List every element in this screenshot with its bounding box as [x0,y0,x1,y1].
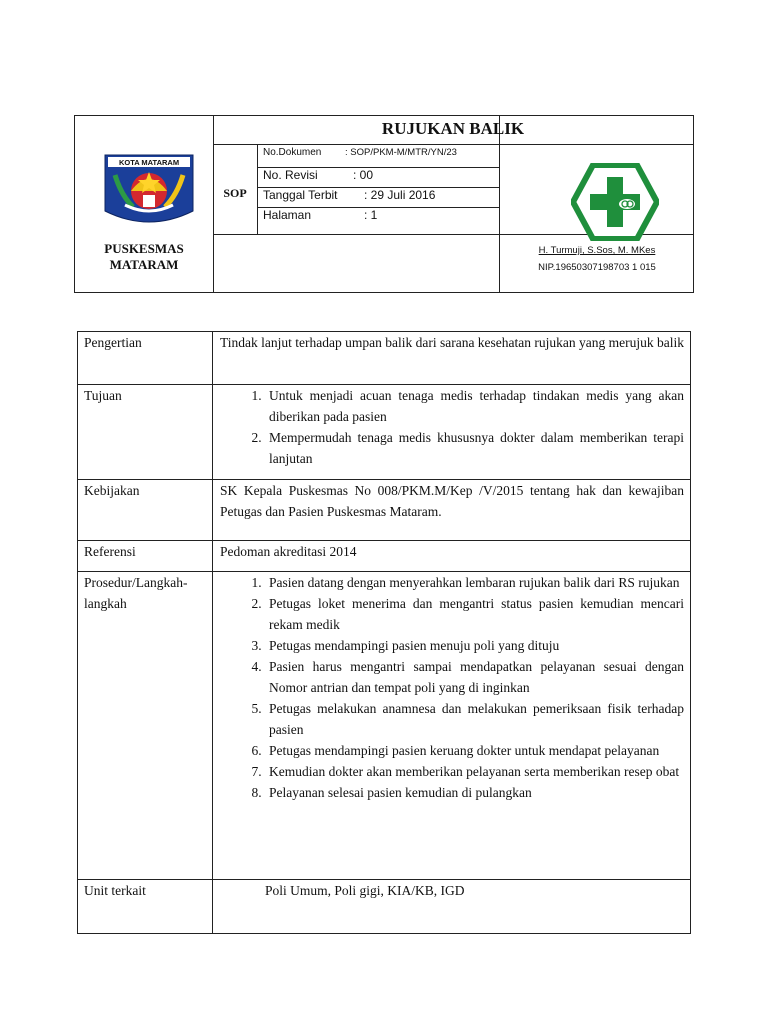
sop-label: SOP [223,186,247,200]
document-title: RUJUKAN BALIK [381,119,525,138]
field-label: Tanggal Terbit [263,188,338,202]
row-label: Kebijakan [78,480,213,541]
list-item: 7. Kemudian dokter akan memberikan pelayanan serta memberikan resep obat [265,761,684,782]
tujuan-cell [213,385,691,480]
org-name-line: PUSKESMAS [104,241,184,256]
signatory-name: H. Turmuji, S.Sos, M. MKes [538,245,656,256]
list-item: 5. Petugas melakukan anamnesa dan melakukan pemeriksaan fisik terhadap pasien [265,698,684,740]
kebijakan-text: SK Kepala Puskesmas No 008/PKM.M/Kep /V/2015 tentang hak dan kewajiban Petugas dan Pasien Puskesmas Mataram. [213,480,691,541]
row-label: Tujuan [78,385,213,480]
prosedur-cell [213,572,691,880]
field-value: : 29 Juli 2016 [364,188,436,202]
list-item: 4. Pasien harus mengantri sampai mendapatkan pelayanan sesuai dengan Nomor antrian dan tempat poli yang di inginkan [265,656,684,698]
doc-field-revision [263,168,374,182]
divider [213,116,214,292]
field-value: : 1 [364,208,378,222]
row-label: Unit terkait [78,880,213,934]
table-row-tujuan [78,385,691,480]
doc-field-page [263,208,378,222]
table-row-kebijakan [78,480,691,541]
doc-field-number [263,147,457,158]
field-value: : 00 [353,168,374,182]
logo-city-text: KOTA MATARAM [118,158,180,167]
kota-mataram-logo [103,153,195,229]
unit-terkait-text: Poli Umum, Poli gigi, KIA/KB, IGD [213,880,691,934]
list-item: 2. Mempermudah tenaga medis khususnya dokter dalam memberikan terapi lanjutan [265,427,684,469]
divider [213,144,693,145]
list-item: 6. Petugas mendampingi pasien keruang dokter untuk mendapat pelayanan [265,740,684,761]
divider [257,144,258,234]
table-row-referensi [78,541,691,572]
doc-field-date [263,188,436,202]
row-label: Pengertian [78,332,213,385]
tujuan-list [220,385,684,469]
list-item: 3. Petugas mendampingi pasien menuju poli yang dituju [265,635,684,656]
org-name [75,241,213,273]
field-label: No. Revisi [263,168,318,182]
table-row-prosedur [78,572,691,880]
sop-header [74,115,694,293]
row-label: Referensi [78,541,213,572]
prosedur-list [220,572,684,803]
list-item: 1. Pasien datang dengan menyerahkan lembaran rujukan balik dari RS rujukan [265,572,684,593]
referensi-text: Pedoman akreditasi 2014 [213,541,691,572]
puskesmas-logo [571,163,659,241]
list-item: 2. Petugas loket menerima dan mengantri status pasien kemudian mencari rekam medik [265,593,684,635]
org-name-line: MATARAM [109,257,179,272]
field-value: : SOP/PKM-M/MTR/YN/23 [345,147,457,158]
field-label: No.Dokumen [263,147,322,158]
table-row-unit-terkait [78,880,691,934]
list-item: 8. Pelayanan selesai pasien kemudian di pulangkan [265,782,684,803]
list-item: 1. Untuk menjadi acuan tenaga medis terhadap tindakan medis yang akan diberikan pada pasien [265,385,684,427]
signatory-nip: NIP.19650307198703 1 015 [538,262,656,273]
sop-content-table [77,331,691,934]
table-row-pengertian [78,332,691,385]
pengertian-text: Tindak lanjut terhadap umpan balik dari sarana kesehatan rujukan yang merujuk balik [213,332,691,385]
field-label: Halaman [263,208,312,222]
row-label: Prosedur/Langkah-langkah [78,572,213,880]
